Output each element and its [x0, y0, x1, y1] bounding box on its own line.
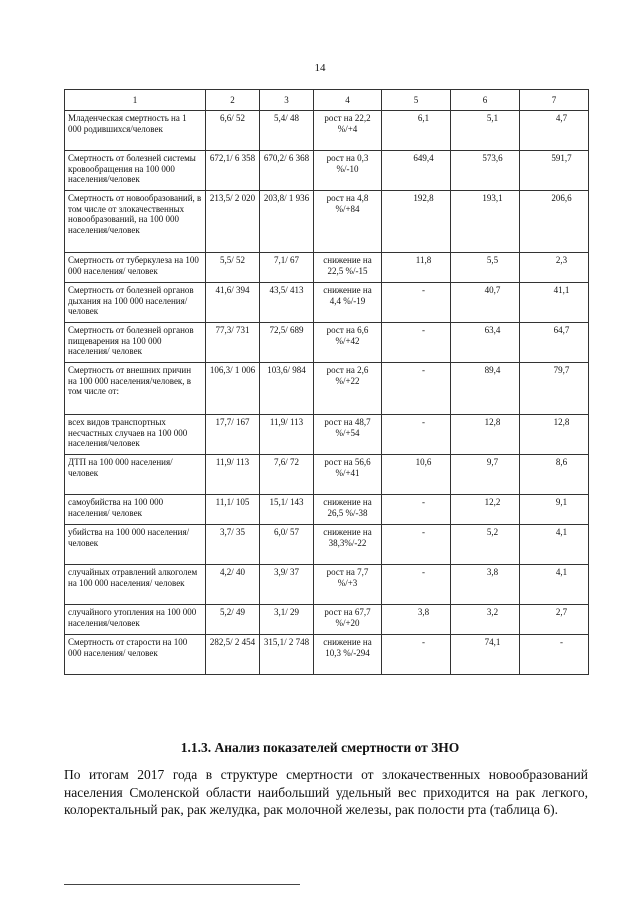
cell-col7: 4,1	[520, 525, 589, 565]
cell-dynamics: снижение на 4,4 %/-19	[314, 283, 382, 323]
cell-2017: 103,6/ 984	[260, 363, 314, 415]
cell-2016: 11,1/ 105	[206, 495, 260, 525]
cell-dynamics: рост на 56,6 %/+41	[314, 455, 382, 495]
cell-col5: 10,6	[382, 455, 451, 495]
cell-2017: 3,1/ 29	[260, 605, 314, 635]
cell-2017: 72,5/ 689	[260, 323, 314, 363]
page-number: 14	[314, 62, 326, 74]
cell-col6: 5,1	[451, 111, 520, 151]
cell-col5: -	[382, 283, 451, 323]
cell-dynamics: снижение на 22,5 %/-15	[314, 253, 382, 283]
row-label: Смертность от старости на 100 000 населения/ человек	[65, 635, 206, 675]
column-header: 2	[206, 90, 260, 111]
column-header: 4	[314, 90, 382, 111]
cell-col5: 6,1	[382, 111, 451, 151]
cell-col5: 11,8	[382, 253, 451, 283]
cell-col7: 2,3	[520, 253, 589, 283]
cell-dynamics: рост на 48,7 %/+54	[314, 415, 382, 455]
cell-col7: 12,8	[520, 415, 589, 455]
cell-col6: 74,1	[451, 635, 520, 675]
footnote-separator	[64, 884, 300, 885]
cell-col7: 206,6	[520, 191, 589, 253]
row-label: Смертность от болезней системы кровообращения на 100 000 населения/человек	[65, 151, 206, 191]
cell-2016: 77,3/ 731	[206, 323, 260, 363]
cell-2016: 41,6/ 394	[206, 283, 260, 323]
cell-col5: -	[382, 565, 451, 605]
cell-2016: 672,1/ 6 358	[206, 151, 260, 191]
column-header: 6	[451, 90, 520, 111]
cell-col6: 5,5	[451, 253, 520, 283]
cell-col7: 4,7	[520, 111, 589, 151]
cell-2017: 11,9/ 113	[260, 415, 314, 455]
cell-col7: -	[520, 635, 589, 675]
cell-col6: 3,2	[451, 605, 520, 635]
cell-2016: 5,2/ 49	[206, 605, 260, 635]
cell-2016: 282,5/ 2 454	[206, 635, 260, 675]
cell-col7: 4,1	[520, 565, 589, 605]
cell-col5: 649,4	[382, 151, 451, 191]
cell-col5: -	[382, 495, 451, 525]
cell-col6: 63,4	[451, 323, 520, 363]
cell-2016: 213,5/ 2 020	[206, 191, 260, 253]
row-label: ДТП на 100 000 населения/человек	[65, 455, 206, 495]
column-header: 3	[260, 90, 314, 111]
cell-2016: 4,2/ 40	[206, 565, 260, 605]
table-row	[65, 111, 589, 151]
cell-col6: 3,8	[451, 565, 520, 605]
cell-dynamics: рост на 22,2 %/+4	[314, 111, 382, 151]
table-row	[65, 253, 589, 283]
row-label: Младенческая смертность на 1 000 родившихся/человек	[65, 111, 206, 151]
row-label: Смертность от внешних причин на 100 000 населения/человек, в том числе от:	[65, 363, 206, 415]
cell-2017: 15,1/ 143	[260, 495, 314, 525]
cell-2016: 106,3/ 1 006	[206, 363, 260, 415]
row-label: убийства на 100 000 населения/ человек	[65, 525, 206, 565]
cell-col5: -	[382, 415, 451, 455]
cell-2016: 17,7/ 167	[206, 415, 260, 455]
row-label: Смертность от туберкулеза на 100 000 населения/ человек	[65, 253, 206, 283]
cell-2017: 670,2/ 6 368	[260, 151, 314, 191]
column-header: 7	[520, 90, 589, 111]
table-row	[65, 323, 589, 363]
cell-col7: 8,6	[520, 455, 589, 495]
cell-col5: -	[382, 363, 451, 415]
row-label: Смертность от болезней органов дыхания на 100 000 населения/ человек	[65, 283, 206, 323]
cell-col6: 5,2	[451, 525, 520, 565]
table-row	[65, 495, 589, 525]
cell-2017: 7,6/ 72	[260, 455, 314, 495]
cell-col6: 12,8	[451, 415, 520, 455]
cell-2017: 6,0/ 57	[260, 525, 314, 565]
cell-dynamics: рост на 0,3 %/-10	[314, 151, 382, 191]
cell-2017: 3,9/ 37	[260, 565, 314, 605]
column-header: 5	[382, 90, 451, 111]
cell-dynamics: рост на 67,7 %/+20	[314, 605, 382, 635]
cell-dynamics: снижение на 38,3%/-22	[314, 525, 382, 565]
cell-dynamics: снижение на 26,5 %/-38	[314, 495, 382, 525]
table-row	[65, 151, 589, 191]
cell-col7: 9,1	[520, 495, 589, 525]
column-header: 1	[65, 90, 206, 111]
row-label: Смертность от болезней органов пищеварения на 100 000 населения/ человек	[65, 323, 206, 363]
table-row	[65, 565, 589, 605]
cell-col6: 193,1	[451, 191, 520, 253]
cell-col6: 40,7	[451, 283, 520, 323]
table-row	[65, 415, 589, 455]
row-label: Смертность от новообразований, в том числе от злокачественных новообразований, на 100 000 населения/человек	[65, 191, 206, 253]
table-row	[65, 635, 589, 675]
table-row	[65, 191, 589, 253]
cell-dynamics: рост на 6,6 %/+42	[314, 323, 382, 363]
cell-col7: 79,7	[520, 363, 589, 415]
mortality-table	[64, 89, 589, 675]
row-label: случайных отравлений алкоголем на 100 000 населения/ человек	[65, 565, 206, 605]
cell-col6: 9,7	[451, 455, 520, 495]
cell-col5: -	[382, 635, 451, 675]
cell-2017: 7,1/ 67	[260, 253, 314, 283]
row-label: случайного утопления на 100 000 населения/человек	[65, 605, 206, 635]
cell-col6: 573,6	[451, 151, 520, 191]
table-row	[65, 455, 589, 495]
cell-dynamics: рост на 2,6 %/+22	[314, 363, 382, 415]
row-label: самоубийства на 100 000 населения/ человек	[65, 495, 206, 525]
cell-col7: 41,1	[520, 283, 589, 323]
cell-2017: 315,1/ 2 748	[260, 635, 314, 675]
cell-2016: 6,6/ 52	[206, 111, 260, 151]
cell-dynamics: рост на 4,8 %/+84	[314, 191, 382, 253]
table-row	[65, 363, 589, 415]
cell-2016: 3,7/ 35	[206, 525, 260, 565]
cell-2017: 203,8/ 1 936	[260, 191, 314, 253]
body-paragraph: По итогам 2017 года в структуре смертности от злокачественных новообразований населения Смоленской области наибольший удельный вес приходится на рак легкого, колоректальный рак, рак желудка, рак молочной железы, рак полости рта (таблица 6).	[64, 767, 588, 817]
cell-2016: 11,9/ 113	[206, 455, 260, 495]
cell-col5: 3,8	[382, 605, 451, 635]
cell-dynamics: снижение на 10,3 %/-294	[314, 635, 382, 675]
cell-col5: 192,8	[382, 191, 451, 253]
row-label: всех видов транспортных несчастных случаев на 100 000 населения/человек	[65, 415, 206, 455]
cell-2016: 5,5/ 52	[206, 253, 260, 283]
section-heading: 1.1.3. Анализ показателей смертности от ЗНО	[180, 740, 460, 755]
cell-2017: 43,5/ 413	[260, 283, 314, 323]
table-row	[65, 283, 589, 323]
cell-col7: 591,7	[520, 151, 589, 191]
cell-2017: 5,4/ 48	[260, 111, 314, 151]
cell-col6: 89,4	[451, 363, 520, 415]
cell-col7: 64,7	[520, 323, 589, 363]
cell-col7: 2,7	[520, 605, 589, 635]
table-row	[65, 525, 589, 565]
table-row	[65, 605, 589, 635]
cell-col6: 12,2	[451, 495, 520, 525]
table-header-row	[65, 90, 589, 111]
cell-dynamics: рост на 7,7 %/+3	[314, 565, 382, 605]
cell-col5: -	[382, 323, 451, 363]
cell-col5: -	[382, 525, 451, 565]
